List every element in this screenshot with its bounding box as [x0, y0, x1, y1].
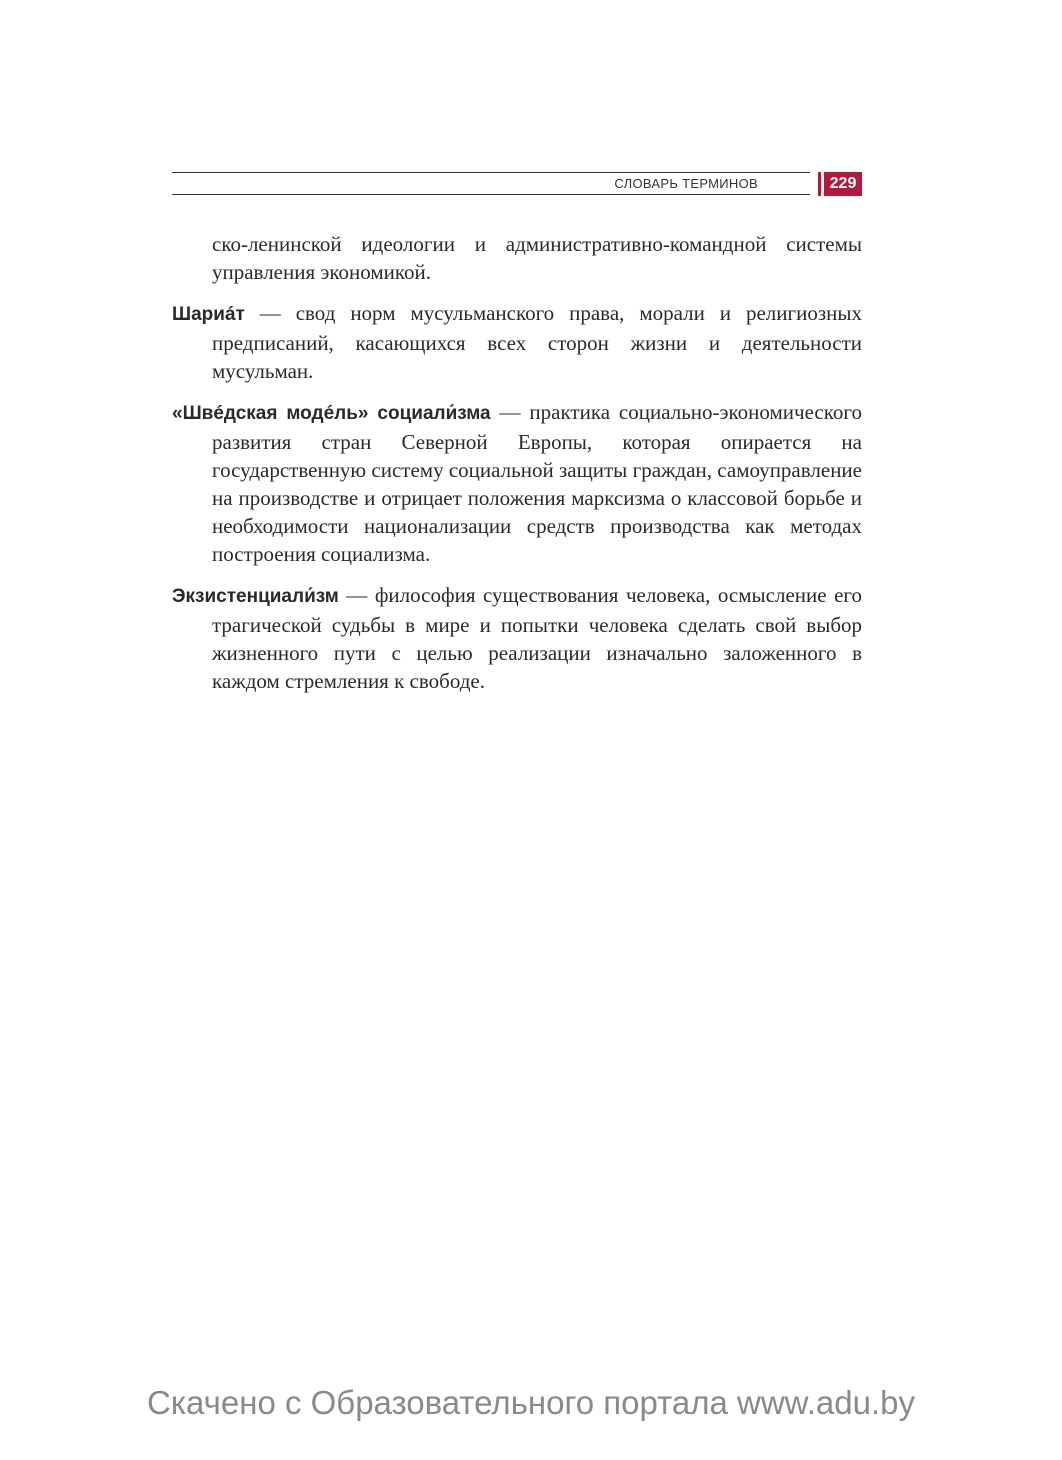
glossary-entry-existentialism [172, 581, 862, 695]
entry-definition: — свод норм мусульманского права, морали и религиозных предписаний, касающихся всех сторон жизни и деятельности мусульман. [212, 301, 862, 383]
glossary-content [172, 230, 862, 708]
glossary-entry-continuation [172, 230, 862, 286]
entry-term: Экзистенциали́зм [172, 586, 339, 607]
running-header [172, 172, 862, 198]
header-rule-top [172, 172, 810, 173]
glossary-entry-shariat [172, 299, 862, 385]
entry-term: Шариáт [172, 304, 245, 325]
section-title: СЛОВАРЬ ТЕРМИНОВ [614, 176, 758, 191]
entry-definition: ско-ленинской идеологии и административно-командной системы управления экономикой. [212, 232, 862, 284]
entry-term: «Швéдская модéль» социали́зма [172, 403, 491, 424]
page-number-accent-bar [818, 172, 821, 196]
entry-definition: — философия существования человека, осмысление его трагической судьбы в мире и попытки человека сделать свой выбор жизненного пути с целью реализации изначально заложенного в каждом стремления к свободе. [212, 583, 862, 693]
glossary-entry-swedish-model [172, 398, 862, 568]
header-rule-bottom [172, 194, 810, 195]
download-source-note: Скачено с Образовательного портала www.adu.by [147, 1384, 915, 1421]
entry-definition: — практика социально-экономического развития стран Северной Европы, которая опирается на государственную систему социальной защиты граждан, самоуправление на производстве и отрицает положения марксизма о классовой борьбе и необходимости национализации средств производства как методах построения социализма. [212, 400, 862, 566]
page-number: 229 [824, 172, 862, 196]
